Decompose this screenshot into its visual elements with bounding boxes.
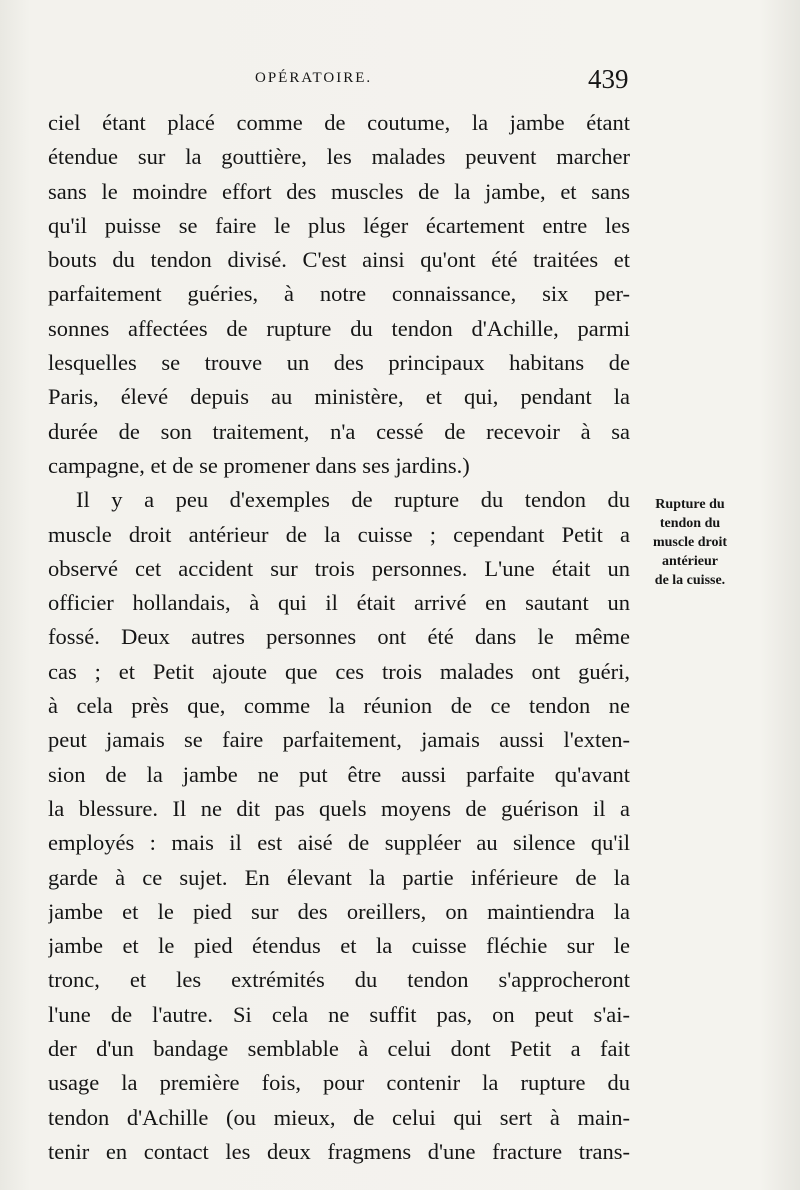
text-line: garde à ce sujet. En élevant la partie inférieure de la <box>48 864 630 890</box>
margin-note <box>634 495 746 590</box>
text-line: der d'un bandage semblable à celui dont Petit a fait <box>48 1036 630 1062</box>
text-line: lesquelles se trouve un des principaux habitans de <box>48 350 630 376</box>
text-line: à cela près que, comme la réunion de ce tendon ne <box>48 693 630 719</box>
text-line: étendue sur la gouttière, les malades peuvent marcher <box>48 144 630 170</box>
margin-note-line: muscle droit <box>652 535 727 550</box>
margin-note-line: antérieur <box>662 554 718 569</box>
text-line: campagne, et de se promener dans ses jardins.) <box>48 452 470 478</box>
text-line: jambe et le pied sur des oreillers, on maintiendra la <box>48 898 630 924</box>
text-line: tenir en contact les deux fragmens d'une fracture trans- <box>48 1138 630 1164</box>
text-line: cas ; et Petit ajoute que ces trois malades ont guéri, <box>48 658 630 684</box>
text-line: bouts du tendon divisé. C'est ainsi qu'ont été traitées et <box>48 247 630 273</box>
text-line: durée de son traitement, n'a cessé de recevoir à sa <box>48 418 630 444</box>
text-line: employés : mais il est aisé de suppléer au silence qu'il <box>48 830 630 856</box>
text-line: Paris, élevé depuis au ministère, et qui, pendant la <box>48 384 630 410</box>
text-line: parfaitement guéries, à notre connaissance, six per- <box>48 281 630 307</box>
text-line: observé cet accident sur trois personnes. L'une était un <box>48 555 630 581</box>
text-line: ciel étant placé comme de coutume, la jambe étant <box>48 110 630 135</box>
margin-note-line: Rupture du <box>655 497 725 512</box>
margin-note-line: de la cuisse. <box>654 573 726 588</box>
margin-note-line: tendon du <box>659 516 721 531</box>
text-line: officier hollandais, à qui il était arrivé en sautant un <box>48 590 630 616</box>
text-line: la blessure. Il ne dit pas quels moyens de guérison il a <box>48 795 630 821</box>
text-line: sans le moindre effort des muscles de la jambe, et sans <box>48 178 630 204</box>
body-text <box>48 106 630 1169</box>
text-line: usage la première fois, pour contenir la rupture du <box>48 1070 630 1096</box>
text-line: fossé. Deux autres personnes ont été dans le même <box>48 624 630 650</box>
text-line: tendon d'Achille (ou mieux, de celui qui sert à main- <box>48 1104 630 1130</box>
paragraph-first-line: Il y a peu d'exemples de rupture du tendon du <box>76 487 630 513</box>
running-head: OPÉRATOIRE. <box>255 70 373 86</box>
page-number: 439 <box>588 64 629 94</box>
text-line: jambe et le pied étendus et la cuisse fléchie sur le <box>48 933 630 959</box>
text-line: peut jamais se faire parfaitement, jamais aussi l'exten- <box>48 727 630 753</box>
text-line: tronc, et les extrémités du tendon s'approcheront <box>48 967 630 993</box>
text-line: sion de la jambe ne put être aussi parfaite qu'avant <box>48 761 630 787</box>
text-line: qu'il puisse se faire le plus léger écartement entre les <box>48 212 630 238</box>
text-line: muscle droit antérieur de la cuisse ; cependant Petit a <box>48 521 630 547</box>
text-line: sonnes affectées de rupture du tendon d'Achille, parmi <box>48 315 630 341</box>
text-line: l'une de l'autre. Si cela ne suffit pas, on peut s'ai- <box>48 1001 630 1027</box>
